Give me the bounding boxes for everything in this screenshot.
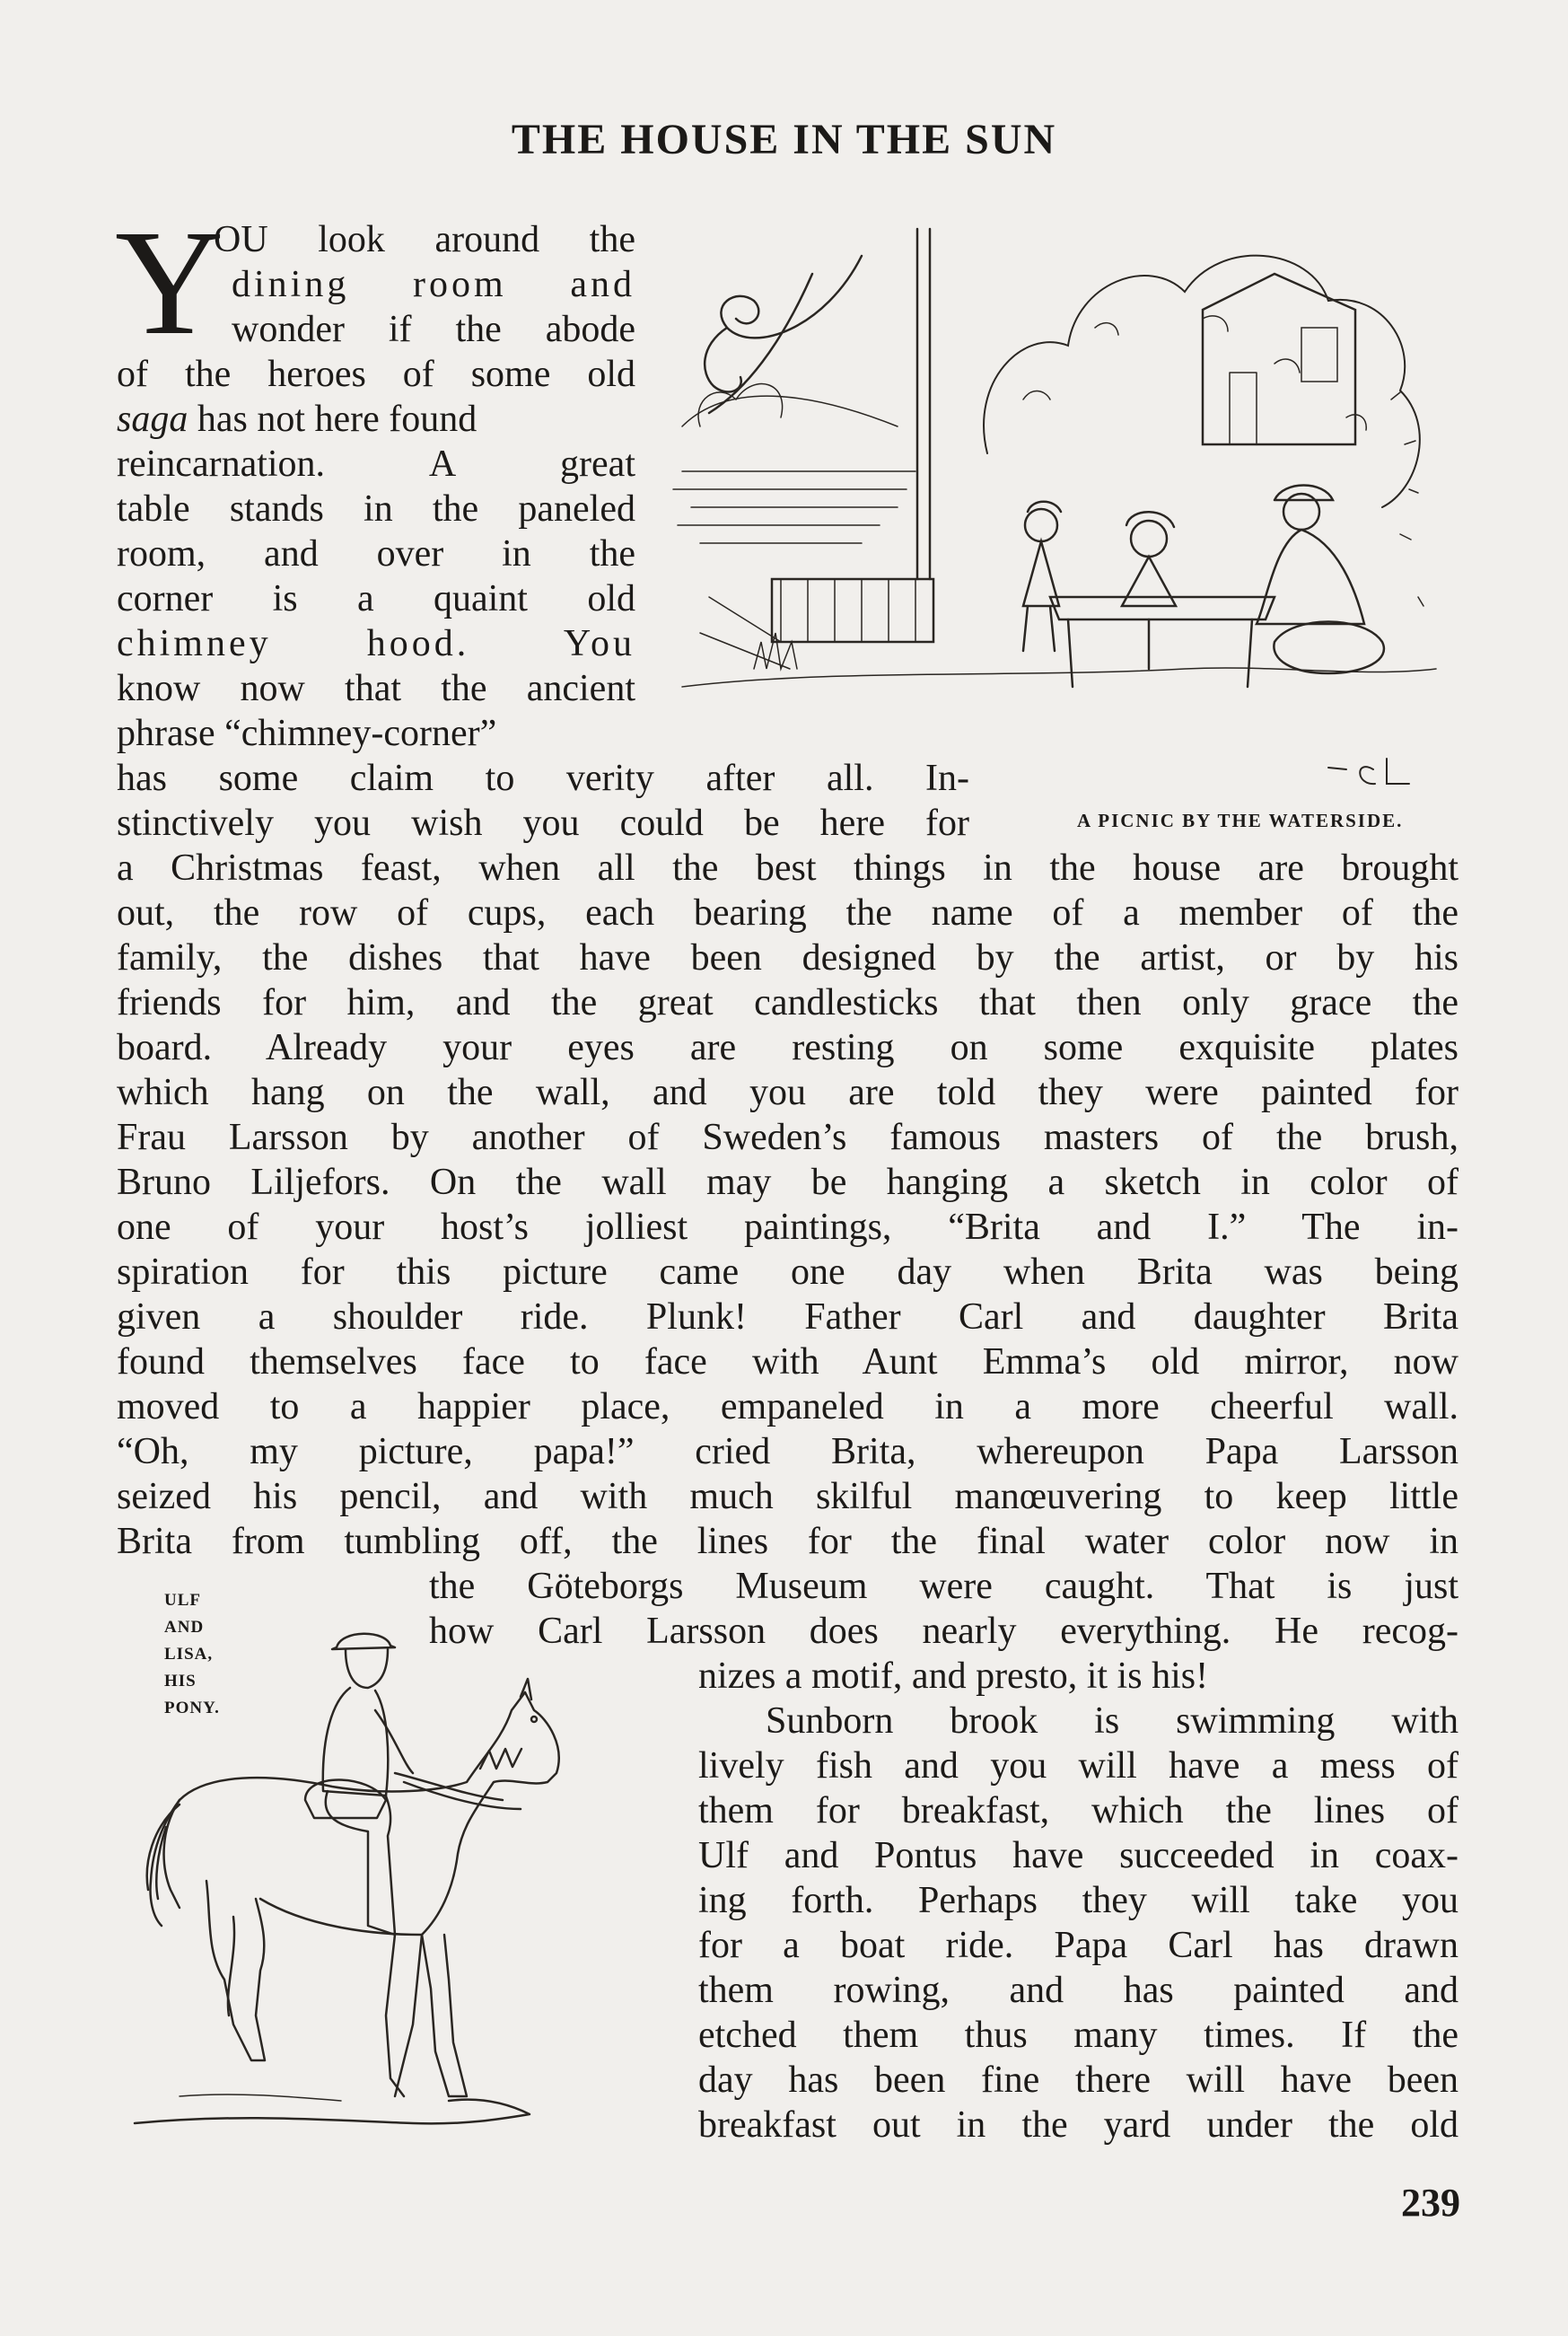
paragraph-line: lively fish and you will have a mess of (698, 1745, 1459, 1787)
paragraph-line: nizes a motif, and presto, it is his! (698, 1655, 1209, 1697)
paragraph-line: of the heroes of some old (117, 354, 635, 395)
paragraph-line: breakfast out in the yard under the old (698, 2104, 1459, 2146)
paragraph-line: which hang on the wall, and you are told they were painted for (117, 1072, 1459, 1113)
paragraph-line: Sunborn brook is swimming with (766, 1700, 1459, 1742)
paragraph-line: out, the row of cups, each bearing the name of a member of the (117, 892, 1459, 934)
paragraph-line: them rowing, and has painted and (698, 1970, 1459, 2011)
pony-illustration (126, 1594, 700, 2132)
paragraph-line: ing forth. Perhaps they will take you (698, 1880, 1459, 1921)
paragraph-line: day has been fine there will have been (698, 2059, 1459, 2101)
saga-word: saga (117, 399, 188, 440)
paragraph-line: family, the dishes that have been designed by the artist, or by his (117, 937, 1459, 979)
page-number: 239 (1401, 2181, 1460, 2225)
paragraph-line: given a shoulder ride. Plunk! Father Carl and daughter Brita (117, 1296, 1459, 1338)
pony-caption-line: LISA, (164, 1645, 214, 1664)
running-title: THE HOUSE IN THE SUN (511, 116, 1057, 163)
paragraph-line: chimney hood. You (117, 623, 635, 664)
picnic-caption: A PICNIC BY THE WATERSIDE. (1077, 810, 1404, 831)
paragraph-line: reincarnation. A great (117, 443, 635, 485)
paragraph-line: friends for him, and the great candlesticks that then only grace the (117, 982, 1459, 1023)
paragraph-line: know now that the ancient (117, 668, 635, 709)
picnic-illustration (646, 220, 1454, 804)
paragraph-line: Bruno Liljefors. On the wall may be hanging a sketch in color of (117, 1162, 1459, 1203)
paragraph-line: stinctively you wish you could be here for (117, 803, 969, 844)
paragraph-line: moved to a happier place, empaneled in a more cheerful wall. (117, 1386, 1459, 1427)
drop-cap: Y (115, 199, 224, 366)
paragraph-line: one of your host’s jolliest paintings, “Brita and I.” The in- (117, 1207, 1459, 1248)
paragraph-line: wonder if the abode (232, 309, 635, 350)
paragraph-line: them for breakfast, which the lines of (698, 1790, 1459, 1831)
paragraph-line: Brita from tumbling off, the lines for the final water color now in (117, 1521, 1459, 1562)
paragraph-line: dining room and (232, 264, 635, 305)
paragraph-line: OU look around the (214, 219, 635, 260)
paragraph-line-rest: has not here found (197, 399, 477, 440)
paragraph-line: has some claim to verity after all. In- (117, 758, 969, 799)
paragraph-line: corner is a quaint old (117, 578, 635, 619)
paragraph-line: found themselves face to face with Aunt Emma’s old mirror, now (117, 1341, 1459, 1383)
paragraph-line: how Carl Larsson does nearly everything. He recog- (429, 1611, 1459, 1652)
paragraph-line (117, 397, 635, 442)
paragraph-line: room, and over in the (117, 533, 635, 575)
paragraph-line: table stands in the paneled (117, 488, 635, 530)
pony-caption-line: ULF (164, 1591, 201, 1610)
pony-caption-line: HIS (164, 1672, 197, 1691)
pony-caption-line: PONY. (164, 1699, 220, 1717)
paragraph-line: a Christmas feast, when all the best things in the house are brought (117, 847, 1459, 889)
paragraph-line: board. Already your eyes are resting on some exquisite plates (117, 1027, 1459, 1068)
paragraph-line: phrase “chimney-corner” (117, 713, 497, 754)
paragraph-line: Frau Larsson by another of Sweden’s famous masters of the brush, (117, 1117, 1459, 1158)
paragraph-line: seized his pencil, and with much skilful manœuvering to keep little (117, 1476, 1459, 1517)
paragraph-line: the Göteborgs Museum were caught. That is just (429, 1566, 1459, 1607)
paragraph-line: Ulf and Pontus have succeeded in coax- (698, 1835, 1459, 1876)
paragraph-line: for a boat ride. Papa Carl has drawn (698, 1925, 1459, 1966)
paragraph-line: “Oh, my picture, papa!” cried Brita, whereupon Papa Larsson (117, 1431, 1459, 1472)
paragraph-line: spiration for this picture came one day when Brita was being (117, 1251, 1459, 1293)
paragraph-line: etched them thus many times. If the (698, 2015, 1459, 2056)
pony-caption-line: AND (164, 1618, 205, 1637)
